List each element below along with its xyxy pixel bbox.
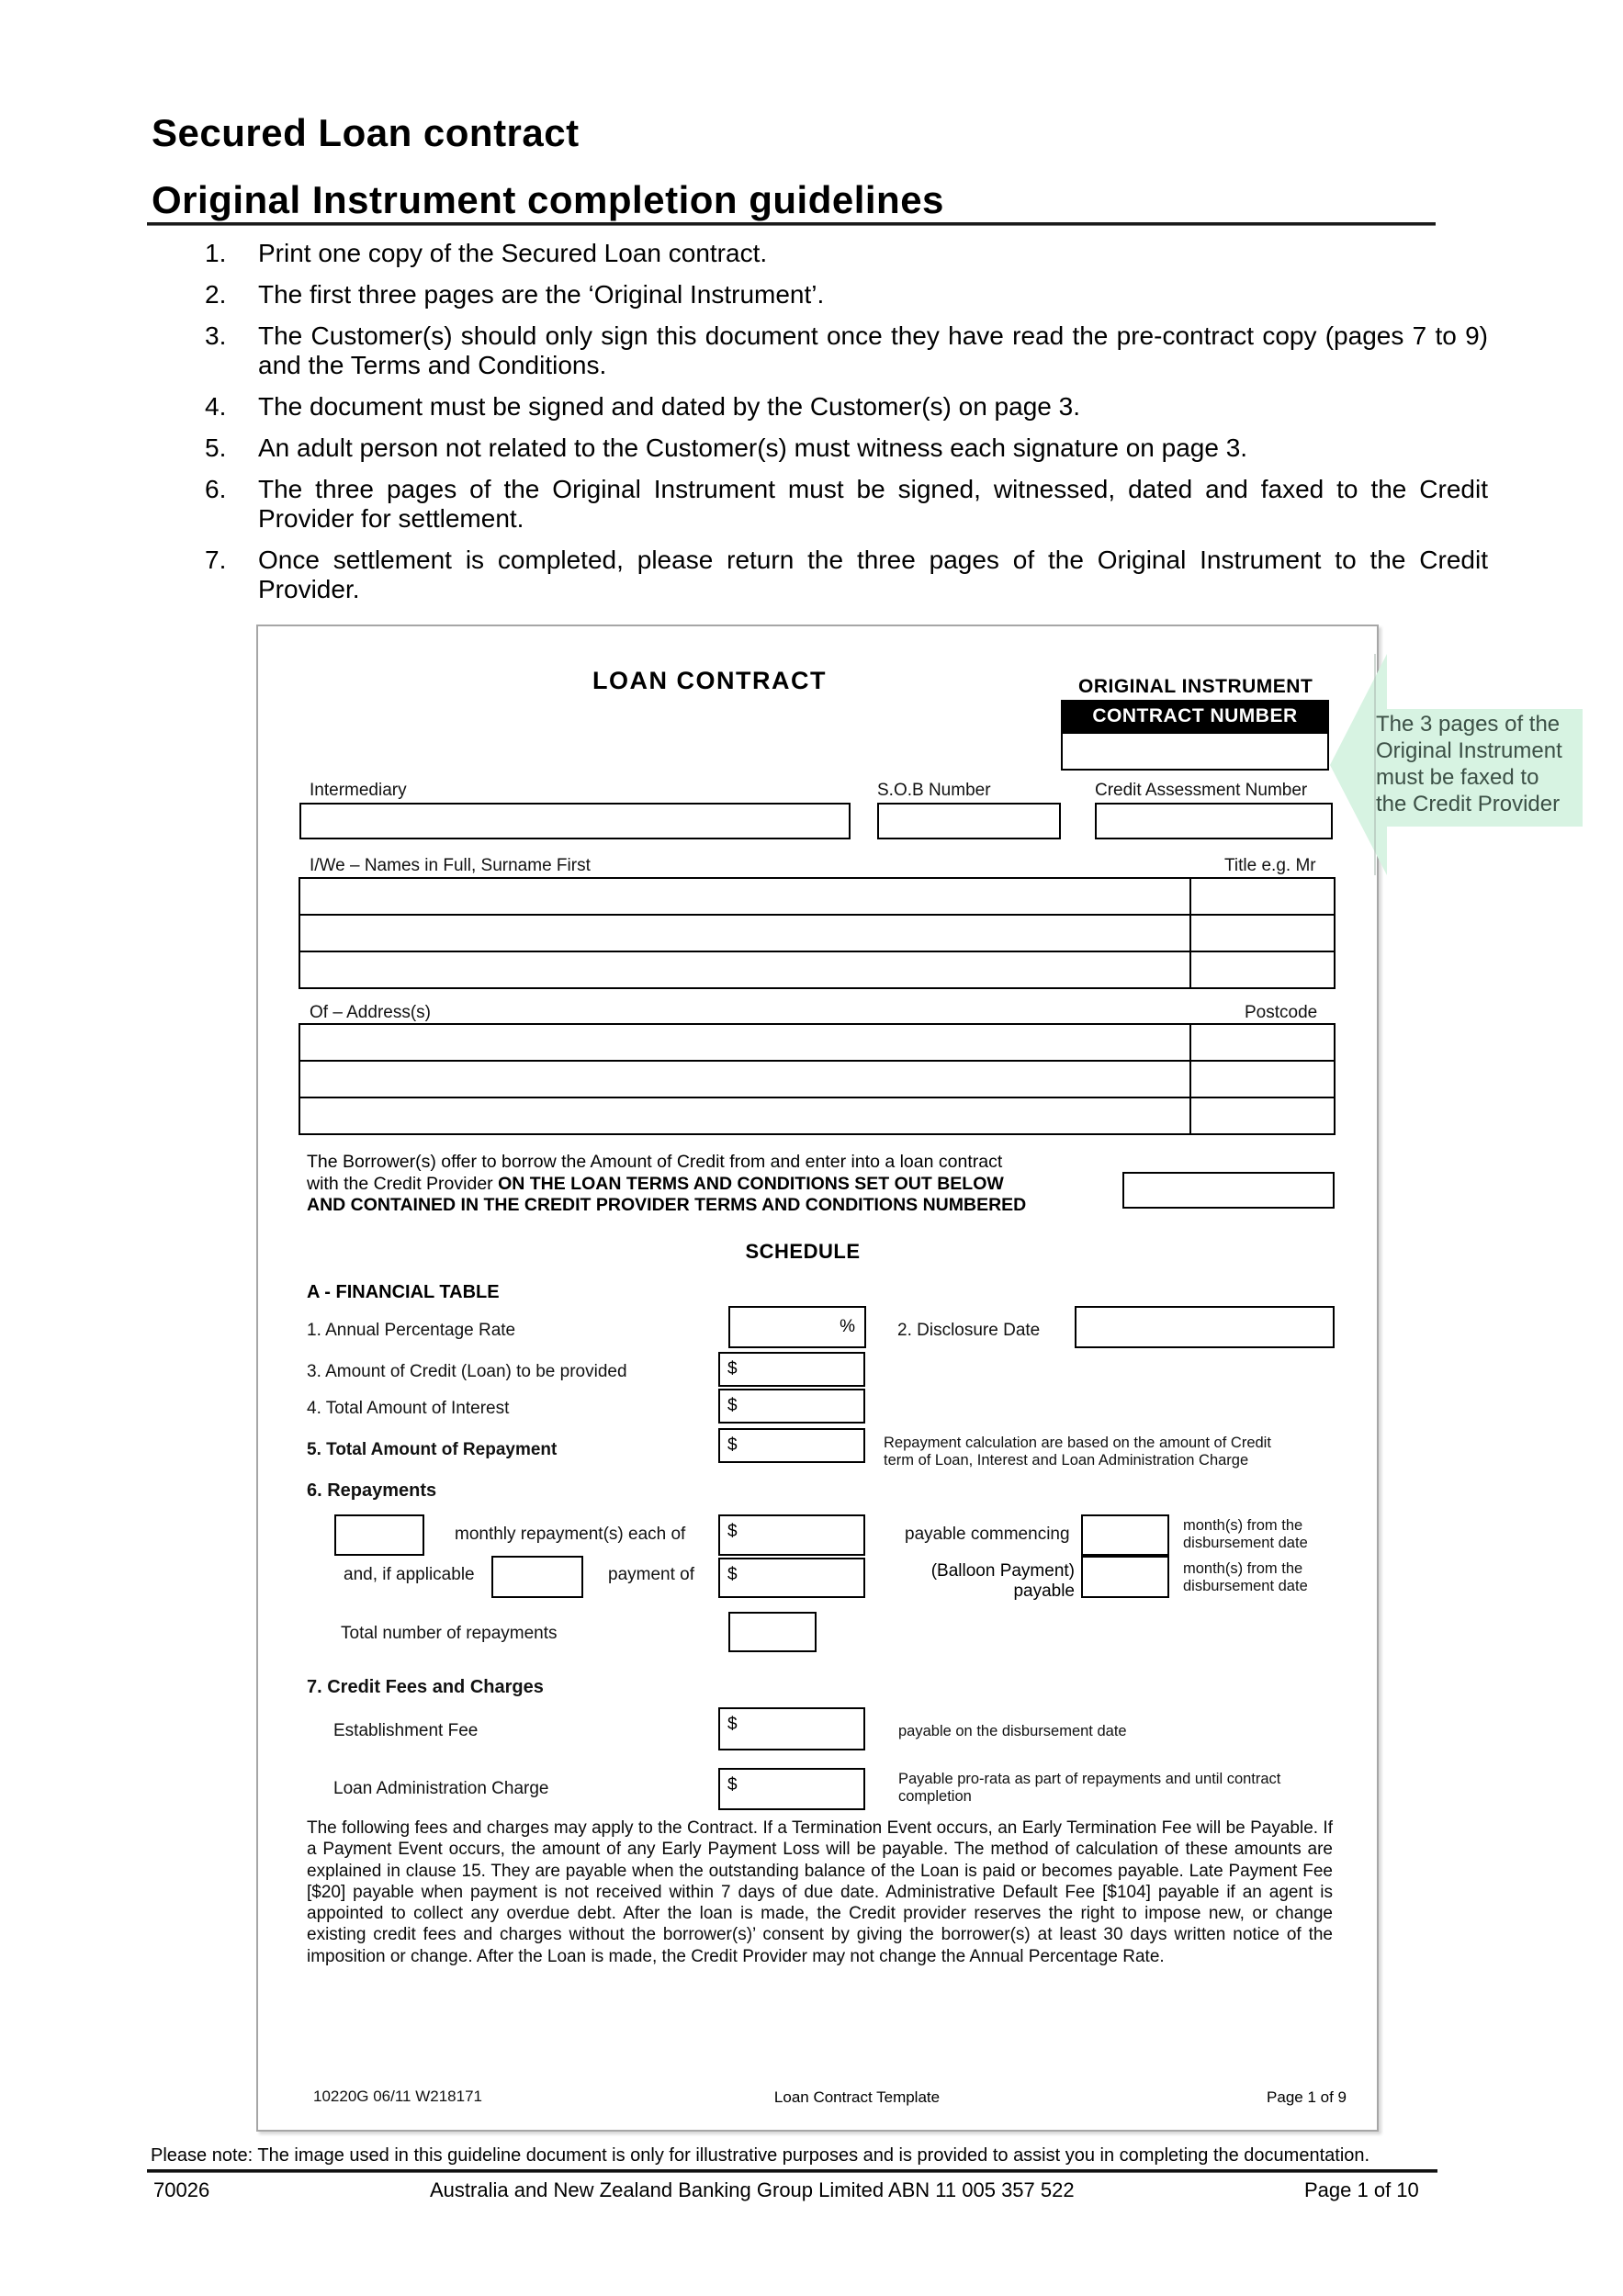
repayment-note bbox=[884, 1435, 1271, 1469]
sob-number-field bbox=[877, 803, 1061, 839]
total-repayments-field bbox=[728, 1612, 817, 1652]
total-repayments-label: Total number of repayments bbox=[341, 1624, 558, 1643]
interest-field bbox=[718, 1389, 865, 1424]
admin-charge-label: Loan Administration Charge bbox=[333, 1779, 549, 1798]
name-cell bbox=[300, 879, 1189, 914]
step-number: 1. bbox=[205, 239, 227, 267]
step-number: 2. bbox=[205, 280, 227, 309]
address-label: Of – Address(s) bbox=[310, 1003, 431, 1022]
title-cell bbox=[1189, 952, 1334, 987]
months-note-line-2: disbursement date bbox=[1183, 1534, 1308, 1551]
repayment-note-line-2: term of Loan, Interest and Loan Administration Charge bbox=[884, 1451, 1249, 1469]
postcode-label: Postcode bbox=[1245, 1003, 1318, 1022]
callout-line-2: Original Instrument bbox=[1376, 738, 1562, 763]
balloon-line-2: payable bbox=[1013, 1581, 1075, 1601]
dollar-sign: $ bbox=[727, 1435, 738, 1455]
step-number: 7. bbox=[205, 546, 227, 574]
name-row-2 bbox=[299, 914, 1336, 952]
step-3 bbox=[205, 321, 1488, 380]
step-text: The first three pages are the ‘Original Instrument’. bbox=[258, 280, 825, 309]
dollar-sign: $ bbox=[727, 1396, 738, 1415]
step-2 bbox=[205, 280, 1488, 310]
payable-commencing-label: payable commencing bbox=[905, 1525, 1070, 1544]
fees-fine-print: The following fees and charges may apply to the Contract. If a Termination Event occurs, an Early Termination Fee will be Payable. If a Payment Event occurs, the amount of any Early Payment Loss will be payable. The method of calculation of these amounts are explained in clause 15. They are payable when the outstanding balance of the Loan is paid or becomes payable. Late Payment Fee [$20] payable when payment is not received within 7 days of due date. Administrative Default Fee [$104] payable if an agent is appointed to collect any overdue debt. After the loan is made, the Credit provider reserves the right to impose new, or change existing credit fees and charges without the borrower(s)’ consent by giving the borrower(s) at least 30 days written notice of the imposition or change. After the Loan is made, the Credit Provider may not change the Annual Percentage Rate. bbox=[307, 1818, 1333, 1966]
contract-number-field bbox=[1061, 732, 1329, 771]
page-title: Secured Loan contract bbox=[152, 111, 580, 154]
name-cell bbox=[300, 916, 1189, 951]
balloon-count-field bbox=[491, 1556, 583, 1598]
financial-table-heading: A - FINANCIAL TABLE bbox=[307, 1282, 500, 1302]
step-number: 5. bbox=[205, 433, 227, 462]
loan-contract-form-image bbox=[256, 625, 1379, 2132]
step-text: The Customer(s) should only sign this document once they have read the pre-contract copy (pages 7 to 9) and the Terms and Conditions. bbox=[258, 321, 1488, 379]
title-divider bbox=[147, 222, 1436, 226]
address-row-1 bbox=[299, 1023, 1336, 1062]
admin-note-line-2: completion bbox=[898, 1787, 972, 1805]
commencing-months-note bbox=[1183, 1517, 1308, 1551]
schedule-heading: SCHEDULE bbox=[745, 1240, 861, 1263]
payment-of-label: payment of bbox=[608, 1565, 694, 1584]
balloon-line-1: (Balloon Payment) bbox=[930, 1561, 1075, 1581]
name-row-3 bbox=[299, 951, 1336, 989]
names-label: I/We – Names in Full, Surname First bbox=[310, 856, 591, 875]
repayments-heading: 6. Repayments bbox=[307, 1480, 437, 1501]
monthly-repayment-label: monthly repayment(s) each of bbox=[455, 1525, 686, 1544]
repayment-total-label: 5. Total Amount of Repayment bbox=[307, 1440, 558, 1459]
step-6 bbox=[205, 475, 1488, 534]
callout-line-3: must be faxed to bbox=[1376, 765, 1539, 790]
guideline-steps bbox=[205, 239, 1488, 616]
form-footer-page: Page 1 of 9 bbox=[1267, 2088, 1347, 2106]
commencing-months-field bbox=[1081, 1514, 1169, 1556]
months-note-line-2: disbursement date bbox=[1183, 1577, 1308, 1594]
step-text: An adult person not related to the Customer(s) must witness each signature on page 3. bbox=[258, 433, 1248, 462]
borrower-offer-paragraph bbox=[307, 1152, 1138, 1217]
offer-line-2-regular: with the Credit Provider bbox=[307, 1173, 499, 1194]
original-instrument-label: ORIGINAL INSTRUMENT bbox=[1078, 676, 1313, 697]
form-heading: LOAN CONTRACT bbox=[592, 667, 827, 694]
intermediary-label: Intermediary bbox=[310, 781, 407, 800]
disclosure-date-field bbox=[1075, 1306, 1335, 1348]
balloon-months-note bbox=[1183, 1560, 1308, 1594]
step-text: The document must be signed and dated by the Customer(s) on page 3. bbox=[258, 392, 1080, 421]
credit-amount-field bbox=[718, 1352, 865, 1387]
step-text: Once settlement is completed, please return the three pages of the Original Instrument to the Credit Provider. bbox=[258, 546, 1488, 603]
postcode-cell bbox=[1189, 1062, 1334, 1097]
percent-sign: % bbox=[840, 1317, 855, 1336]
postcode-cell bbox=[1189, 1025, 1334, 1060]
fees-heading: 7. Credit Fees and Charges bbox=[307, 1677, 544, 1697]
establishment-fee-field bbox=[718, 1707, 865, 1750]
step-5 bbox=[205, 433, 1488, 463]
step-text: The three pages of the Original Instrument must be signed, witnessed, dated and faxed to the Credit Provider for settlement. bbox=[258, 475, 1488, 533]
address-cell bbox=[300, 1025, 1189, 1060]
apr-label: 1. Annual Percentage Rate bbox=[307, 1321, 516, 1340]
balloon-amount-field bbox=[718, 1558, 865, 1598]
dollar-sign: $ bbox=[727, 1565, 738, 1584]
step-4 bbox=[205, 392, 1488, 422]
balloon-payment-label bbox=[901, 1561, 1075, 1602]
balloon-months-field bbox=[1081, 1556, 1169, 1598]
intermediary-field bbox=[299, 803, 851, 839]
interest-label: 4. Total Amount of Interest bbox=[307, 1399, 510, 1418]
name-row-1 bbox=[299, 877, 1336, 916]
step-text: Print one copy of the Secured Loan contract. bbox=[258, 239, 768, 267]
credit-assessment-field bbox=[1095, 803, 1333, 839]
credit-assessment-label: Credit Assessment Number bbox=[1095, 781, 1308, 800]
establishment-fee-label: Establishment Fee bbox=[333, 1721, 479, 1740]
address-row-3 bbox=[299, 1097, 1336, 1135]
establishment-fee-note: payable on the disbursement date bbox=[898, 1723, 1127, 1739]
fax-callout-text bbox=[1376, 711, 1562, 817]
admin-note-line-1: Payable pro-rata as part of repayments and until contract bbox=[898, 1771, 1281, 1787]
and-if-applicable-label: and, if applicable bbox=[344, 1565, 475, 1584]
admin-charge-note bbox=[898, 1771, 1280, 1805]
callout-line-4: the Credit Provider bbox=[1376, 792, 1561, 816]
step-number: 3. bbox=[205, 321, 227, 350]
step-number: 4. bbox=[205, 392, 227, 421]
title-cell bbox=[1189, 916, 1334, 951]
address-cell bbox=[300, 1062, 1189, 1097]
dollar-sign: $ bbox=[727, 1775, 738, 1795]
credit-amount-label: 3. Amount of Credit (Loan) to be provided bbox=[307, 1362, 627, 1381]
step-number: 6. bbox=[205, 475, 227, 503]
title-label: Title e.g. Mr bbox=[1224, 856, 1316, 875]
months-note-line-1: month(s) from the bbox=[1183, 1517, 1303, 1534]
callout-line-1: The 3 pages of the bbox=[1376, 712, 1561, 737]
step-7 bbox=[205, 546, 1488, 604]
months-note-line-1: month(s) from the bbox=[1183, 1560, 1303, 1577]
page-subtitle: Original Instrument completion guidelines bbox=[152, 178, 944, 221]
dollar-sign: $ bbox=[727, 1715, 738, 1734]
name-cell bbox=[300, 952, 1189, 987]
terms-number-field bbox=[1122, 1172, 1335, 1209]
title-cell bbox=[1189, 879, 1334, 914]
footer-page-number: Page 1 of 10 bbox=[1304, 2178, 1419, 2201]
contract-number-header: CONTRACT NUMBER bbox=[1061, 700, 1329, 732]
step-1 bbox=[205, 239, 1488, 268]
offer-line-2 bbox=[307, 1174, 1138, 1196]
postcode-cell bbox=[1189, 1098, 1334, 1133]
admin-charge-field bbox=[718, 1768, 865, 1810]
monthly-amount-field bbox=[718, 1514, 865, 1556]
offer-line-3: AND CONTAINED IN THE CREDIT PROVIDER TERMS AND CONDITIONS NUMBERED bbox=[307, 1195, 1027, 1215]
footer-note: Please note: The image used in this guideline document is only for illustrative purposes and is provided to assist you in completing the documentation. bbox=[151, 2145, 1370, 2166]
apr-field bbox=[728, 1306, 866, 1348]
repayment-count-field bbox=[334, 1514, 424, 1556]
repayment-total-field bbox=[718, 1428, 865, 1463]
dollar-sign: $ bbox=[727, 1522, 738, 1541]
sob-number-label: S.O.B Number bbox=[877, 781, 991, 800]
disclosure-date-label: 2. Disclosure Date bbox=[897, 1321, 1041, 1340]
offer-line-1: The Borrower(s) offer to borrow the Amount of Credit from and enter into a loan contract bbox=[307, 1152, 1003, 1172]
footer-divider bbox=[147, 2169, 1437, 2173]
footer-doc-number: 70026 bbox=[153, 2178, 210, 2201]
form-footer-code: 10220G 06/11 W218171 bbox=[313, 2088, 482, 2105]
dollar-sign: $ bbox=[727, 1359, 738, 1379]
offer-line-2-bold: ON THE LOAN TERMS AND CONDITIONS SET OUT BELOW bbox=[498, 1173, 1004, 1194]
address-cell bbox=[300, 1098, 1189, 1133]
address-row-2 bbox=[299, 1060, 1336, 1098]
footer-company: Australia and New Zealand Banking Group Limited ABN 11 005 357 522 bbox=[430, 2178, 1075, 2201]
repayment-note-line-1: Repayment calculation are based on the amount of Credit bbox=[884, 1435, 1271, 1451]
form-footer-title: Loan Contract Template bbox=[773, 2088, 941, 2106]
